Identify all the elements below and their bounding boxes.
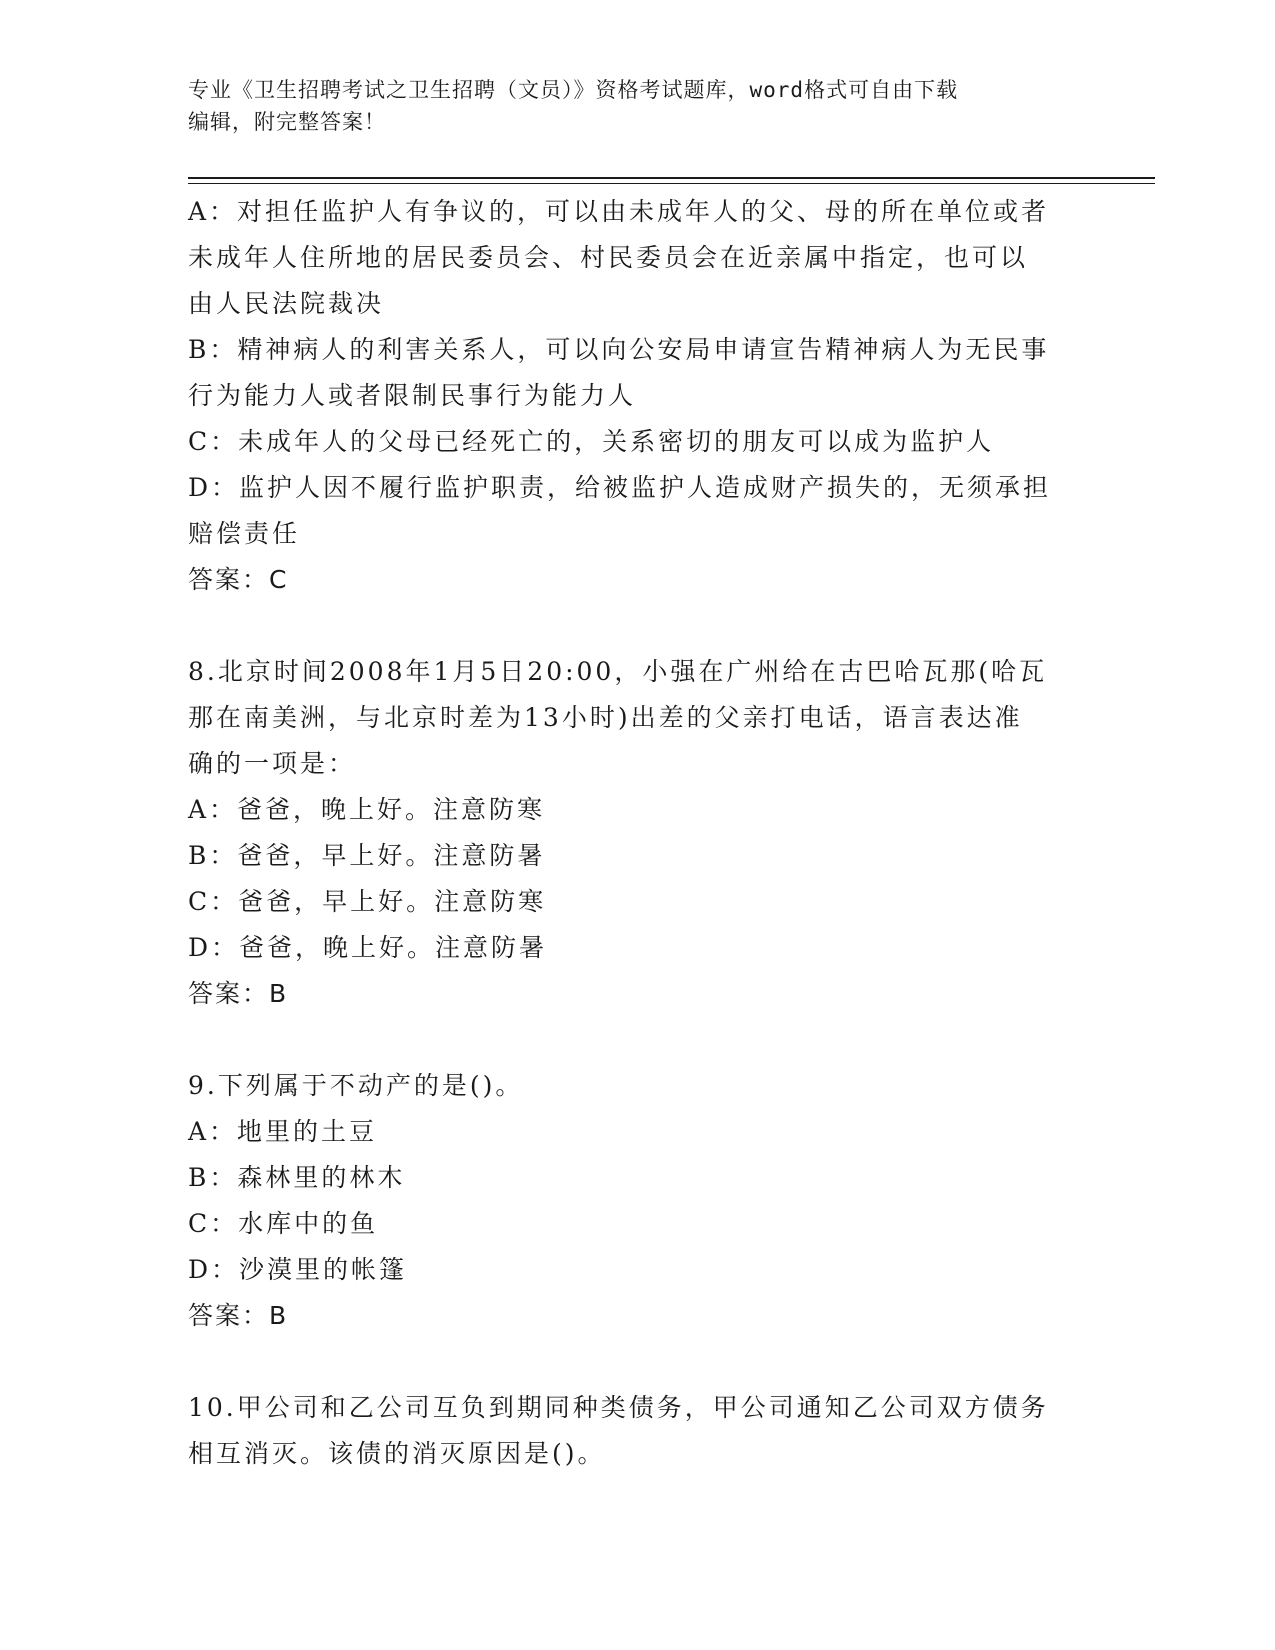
header-line-1: 专业《卫生招聘考试之卫生招聘（文员）》资格考试题库，word格式可自由下载 (188, 78, 959, 102)
q8-question-line-2: 那在南美洲，与北京时差为13小时)出差的父亲打电话，语言表达准 (188, 703, 1023, 732)
q8-option-d: D：爸爸，晚上好。注意防暑 (188, 933, 548, 962)
q8-option-a: A：爸爸，晚上好。注意防寒 (188, 795, 546, 824)
q7-option-b-line-1: B：精神病人的利害关系人，可以向公安局申请宣告精神病人为无民事 (188, 335, 1050, 364)
q10-question-line-2: 相互消灭。该债的消灭原因是()。 (188, 1439, 606, 1468)
q8-answer: 答案：B (188, 979, 289, 1008)
spacer (188, 603, 1088, 649)
document-body (188, 189, 1088, 1477)
q8-question-line-3: 确的一项是： (188, 749, 357, 778)
q9-option-c: C：水库中的鱼 (188, 1209, 379, 1238)
spacer (188, 1339, 1088, 1385)
q8-option-b: B：爸爸，早上好。注意防暑 (188, 841, 546, 870)
q7-option-c: C：未成年人的父母已经死亡的，关系密切的朋友可以成为监护人 (188, 427, 995, 456)
q7-answer: 答案：C (188, 565, 289, 594)
q9-question: 9.下列属于不动产的是()。 (188, 1071, 524, 1100)
header-line-2: 编辑，附完整答案！ (188, 110, 386, 134)
header-rule-thick (188, 177, 1155, 179)
q9-option-b: B：森林里的林木 (188, 1163, 406, 1192)
spacer (188, 1017, 1088, 1063)
q8-option-c: C：爸爸，早上好。注意防寒 (188, 887, 547, 916)
question-10 (188, 1385, 1088, 1477)
document-header (188, 74, 1088, 138)
question-9 (188, 1063, 1088, 1339)
q9-answer: 答案：B (188, 1301, 289, 1330)
q8-question-line-1: 8.北京时间2008年1月5日20:00，小强在广州给在古巴哈瓦那(哈瓦 (188, 657, 1048, 686)
q7-option-a-line-1: A：对担任监护人有争议的，可以由未成年人的父、母的所在单位或者 (188, 197, 1050, 226)
question-7 (188, 189, 1088, 603)
question-8 (188, 649, 1088, 1017)
q9-option-a: A：地里的土豆 (188, 1117, 378, 1146)
q10-question-line-1: 10.甲公司和乙公司互负到期同种类债务，甲公司通知乙公司双方债务 (188, 1393, 1049, 1422)
header-rule-thin (188, 183, 1155, 184)
q7-option-d-line-1: D：监护人因不履行监护职责，给被监护人造成财产损失的，无须承担 (188, 473, 1052, 502)
q9-option-d: D：沙漠里的帐篷 (188, 1255, 408, 1284)
q7-option-a-line-3: 由人民法院裁决 (188, 289, 385, 318)
q7-option-b-line-2: 行为能力人或者限制民事行为能力人 (188, 381, 637, 410)
q7-option-a-line-2: 未成年人住所地的居民委员会、村民委员会在近亲属中指定，也可以 (188, 243, 1029, 272)
q7-option-d-line-2: 赔偿责任 (188, 519, 301, 548)
